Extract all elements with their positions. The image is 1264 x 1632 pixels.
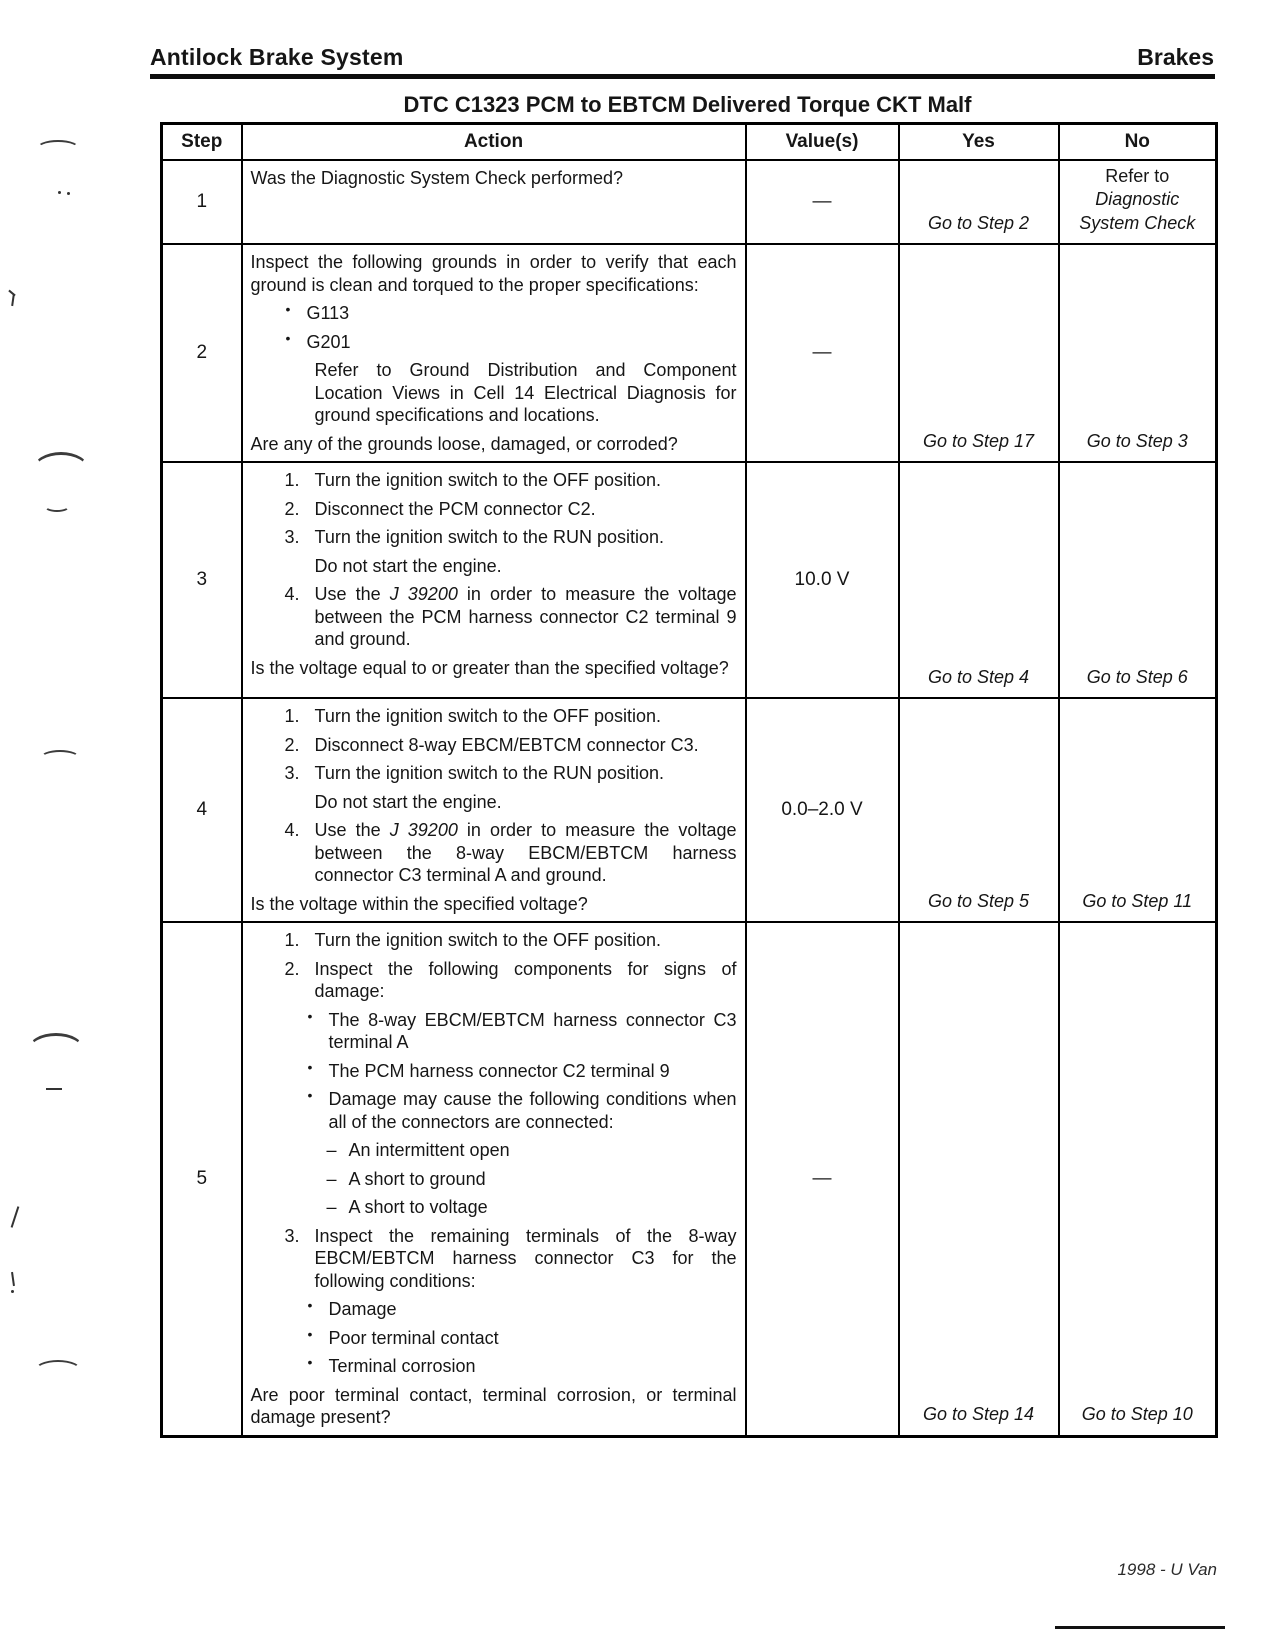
action-bullet: • Terminal corrosion bbox=[249, 1355, 737, 1378]
action-cell bbox=[242, 462, 746, 698]
value-cell: — bbox=[746, 922, 899, 1436]
table-row bbox=[162, 698, 1217, 922]
action-bullet: • G113 bbox=[249, 302, 737, 325]
item-text: Inspect the following components for signs of damage: bbox=[314, 958, 737, 1002]
no-cell-line: Go to Step 6 bbox=[1086, 666, 1188, 687]
action-numbered-item bbox=[285, 705, 737, 728]
col-header-yes: Yes bbox=[899, 124, 1059, 161]
action-content bbox=[249, 705, 737, 915]
action-question: Are poor terminal contact, terminal corrosion, or terminal damage present? bbox=[250, 1384, 737, 1428]
action-numbered-item bbox=[285, 819, 737, 887]
diagnostic-table bbox=[160, 122, 1218, 1438]
scan-artifact bbox=[67, 192, 70, 195]
action-question: Is the voltage within the specified voltage? bbox=[250, 893, 588, 914]
scan-artifact bbox=[33, 452, 89, 487]
diagnostic-table-wrap bbox=[160, 122, 1215, 1438]
no-cell-line: Refer to bbox=[1105, 166, 1170, 186]
page-title: DTC C1323 PCM to EBTCM Delivered Torque CKT Malf bbox=[403, 92, 972, 117]
yes-cell bbox=[899, 698, 1059, 922]
value-cell: — bbox=[746, 244, 899, 462]
scan-artifact bbox=[44, 500, 70, 512]
yes-cell bbox=[899, 922, 1059, 1436]
action-dash-item: – A short to ground bbox=[249, 1168, 737, 1191]
value-cell: — bbox=[746, 160, 899, 244]
action-cell bbox=[242, 244, 746, 462]
no-cell bbox=[1059, 244, 1217, 462]
action-bullet: • Damage may cause the following conditions when all of the connectors are connected: bbox=[249, 1088, 737, 1133]
item-text: Turn the ignition switch to the OFF position. bbox=[314, 470, 661, 491]
item-text: Disconnect the PCM connector C2. bbox=[314, 498, 596, 519]
col-header-action: Action bbox=[242, 124, 746, 161]
item-number: 2. bbox=[284, 958, 300, 979]
item-text: Disconnect 8-way EBCM/EBTCM connector C3. bbox=[314, 734, 699, 755]
action-numbered-item bbox=[285, 1225, 737, 1293]
action-bullet: • Damage bbox=[249, 1298, 737, 1321]
table-row bbox=[162, 922, 1217, 1436]
item-text: Turn the ignition switch to the OFF position. bbox=[314, 706, 661, 727]
item-text: Inspect the remaining terminals of the 8-way EBCM/EBTCM harness connector C3 for the following conditions: bbox=[314, 1225, 737, 1291]
action-numbered-item bbox=[285, 498, 737, 521]
yes-cell-line: Go to Step 4 bbox=[927, 666, 1030, 687]
action-cell bbox=[242, 922, 746, 1436]
action-numbered-item bbox=[285, 734, 737, 757]
item-text: Turn the ignition switch to the OFF position. bbox=[314, 930, 661, 951]
scan-artifact bbox=[28, 1033, 84, 1066]
item-text: Use the J 39200 in order to measure the voltage between the PCM harness connector C2 terminal 9 and ground. bbox=[314, 584, 737, 650]
action-question: Is the voltage equal to or greater than the specified voltage? bbox=[250, 657, 729, 678]
no-cell bbox=[1059, 922, 1217, 1436]
action-numbered-item bbox=[285, 958, 737, 1003]
table-header-row bbox=[162, 124, 1217, 161]
value-cell: 0.0–2.0 V bbox=[746, 698, 899, 922]
item-number: 3. bbox=[284, 763, 300, 784]
action-bullet: • G201 bbox=[249, 331, 737, 354]
action-continuation: Do not start the engine. bbox=[314, 791, 502, 812]
step-cell: 2 bbox=[162, 244, 242, 462]
col-header-step: Step bbox=[162, 124, 242, 161]
header-rule bbox=[150, 74, 1215, 79]
value-cell: 10.0 V bbox=[746, 462, 899, 698]
table-row bbox=[162, 160, 1217, 244]
item-number: 3. bbox=[284, 1225, 300, 1246]
item-number: 4. bbox=[284, 820, 300, 841]
item-text: Turn the ignition switch to the RUN position. bbox=[314, 763, 664, 784]
footer-note: 1998 - U Van bbox=[1117, 1560, 1217, 1579]
action-numbered-item bbox=[285, 469, 737, 492]
action-numbered-item bbox=[285, 929, 737, 952]
action-content bbox=[249, 469, 737, 679]
action-paragraph: Inspect the following grounds in order to verify that each ground is clean and torqued to the proper specifications: bbox=[250, 252, 737, 295]
yes-cell-line: Go to Step 17 bbox=[922, 430, 1035, 451]
step-cell: 3 bbox=[162, 462, 242, 698]
action-paragraph: Was the Diagnostic System Check performed? bbox=[250, 168, 623, 188]
action-bullet: • The PCM harness connector C2 terminal 9 bbox=[249, 1060, 737, 1083]
no-cell-line: Go to Step 11 bbox=[1082, 890, 1193, 911]
no-cell bbox=[1059, 462, 1217, 698]
step-cell: 4 bbox=[162, 698, 242, 922]
yes-cell bbox=[899, 160, 1059, 244]
yes-cell bbox=[899, 462, 1059, 698]
no-cell-line: Diagnostic bbox=[1095, 189, 1180, 210]
item-text: Turn the ignition switch to the RUN position. bbox=[314, 527, 664, 548]
step-cell: 5 bbox=[162, 922, 242, 1436]
yes-cell-line: Go to Step 14 bbox=[922, 1404, 1035, 1425]
yes-cell-line: Go to Step 5 bbox=[927, 890, 1030, 911]
yes-cell bbox=[899, 244, 1059, 462]
col-header-values: Value(s) bbox=[746, 124, 899, 161]
page-header-left: Antilock Brake System bbox=[150, 44, 404, 70]
no-cell-line: System Check bbox=[1079, 212, 1196, 233]
scan-artifact bbox=[40, 750, 80, 766]
item-number: 3. bbox=[284, 527, 300, 548]
action-continuation: Do not start the engine. bbox=[314, 555, 502, 576]
bottom-rule bbox=[1055, 1626, 1225, 1629]
action-question: Are any of the grounds loose, damaged, or corroded? bbox=[250, 433, 678, 454]
table-row bbox=[162, 462, 1217, 698]
scan-artifact bbox=[11, 1272, 15, 1286]
scan-artifact bbox=[11, 1290, 14, 1293]
action-dash-item: – An intermittent open bbox=[249, 1139, 737, 1162]
no-cell-line: Go to Step 10 bbox=[1081, 1404, 1193, 1425]
item-number: 1. bbox=[284, 470, 300, 491]
action-numbered-item bbox=[285, 583, 737, 651]
item-number: 1. bbox=[284, 930, 300, 951]
action-cell bbox=[242, 698, 746, 922]
col-header-no: No bbox=[1059, 124, 1217, 161]
no-cell-line: Go to Step 3 bbox=[1086, 430, 1188, 451]
action-content bbox=[249, 167, 737, 196]
diagnostic-table-body bbox=[162, 160, 1217, 1436]
scan-artifact bbox=[46, 1088, 62, 1090]
scan-artifact bbox=[58, 191, 61, 194]
action-bullet: • The 8-way EBCM/EBTCM harness connector C3 terminal A bbox=[249, 1009, 737, 1054]
action-bullet: • Poor terminal contact bbox=[249, 1327, 737, 1350]
step-cell: 1 bbox=[162, 160, 242, 244]
action-content bbox=[249, 251, 737, 455]
item-number: 4. bbox=[284, 584, 300, 605]
scan-artifact bbox=[36, 140, 80, 158]
page-header-right: Brakes bbox=[1137, 44, 1214, 70]
table-row bbox=[162, 244, 1217, 462]
action-dash-item: – A short to voltage bbox=[249, 1196, 737, 1219]
action-numbered-item bbox=[285, 762, 737, 785]
item-number: 2. bbox=[284, 734, 300, 755]
yes-cell-line: Go to Step 2 bbox=[927, 212, 1030, 233]
action-continuation: Refer to Ground Distribution and Component Location Views in Cell 14 Electrical Diagnosis for ground specifications and locations. bbox=[314, 360, 737, 426]
item-number: 2. bbox=[284, 498, 300, 519]
item-text: Use the J 39200 in order to measure the voltage between the 8-way EBCM/EBTCM harness connector C3 terminal A and ground. bbox=[314, 820, 737, 886]
no-cell bbox=[1059, 698, 1217, 922]
action-cell bbox=[242, 160, 746, 244]
action-numbered-item bbox=[285, 526, 737, 549]
action-content bbox=[249, 929, 737, 1429]
no-cell bbox=[1059, 160, 1217, 244]
scan-artifact bbox=[11, 1206, 20, 1228]
item-number: 1. bbox=[284, 706, 300, 727]
scan-artifact bbox=[34, 1360, 82, 1382]
